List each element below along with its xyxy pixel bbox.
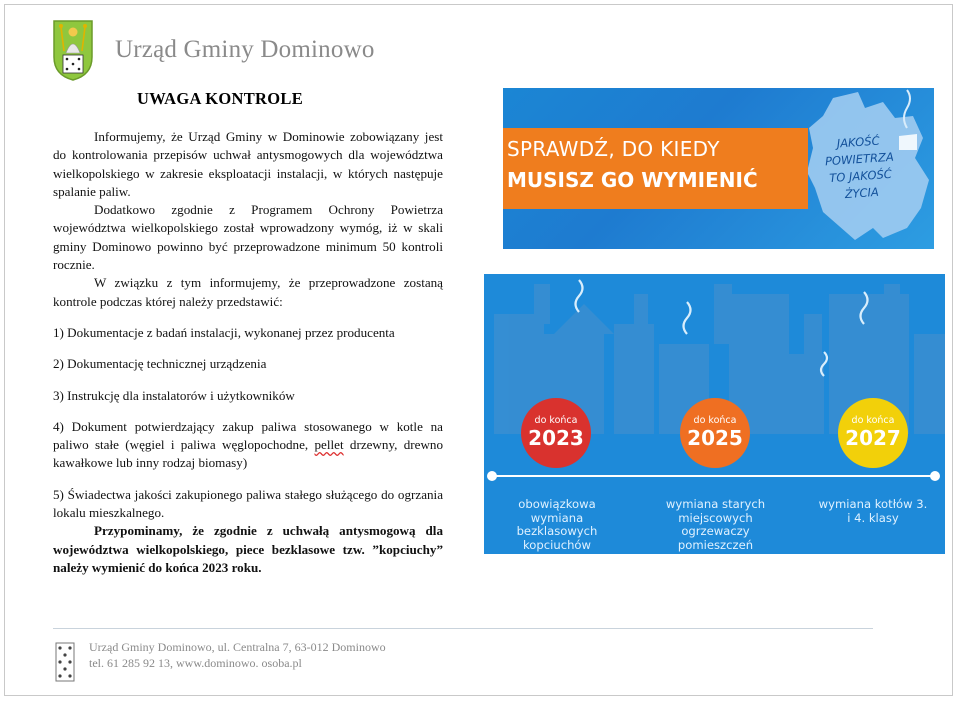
milestone-caption: obowiązkowa wymiana bezklasowych kopciuchów bbox=[516, 497, 598, 553]
list-item: 5) Świadectwa jakości zakupionego paliwa stałego służącego do ogrzania lokalu mieszkalnego. bbox=[53, 486, 443, 521]
map-slogan-line: ŻYCIA bbox=[844, 184, 880, 202]
document-title: UWAGA KONTROLE bbox=[137, 89, 304, 108]
banner-heading: SPRAWDŹ, DO KIEDY bbox=[507, 137, 720, 161]
badge-label: do końca bbox=[693, 415, 737, 426]
badge-label: do końca bbox=[851, 415, 895, 426]
list-item-text: 4) Dokument potwierdzający zakup paliwa stosowanego w kotle na paliwo stałe (węgiel i paliwa węglopochodne, bbox=[53, 418, 443, 453]
milestone-badge-2025 bbox=[680, 398, 750, 468]
footer-address: Urząd Gminy Dominowo, ul. Centralna 7, 63-012 Dominowo bbox=[89, 640, 386, 654]
dice-icon bbox=[55, 642, 75, 682]
milestone-caption: wymiana kotłów 3. i 4. klasy bbox=[818, 497, 928, 525]
map-slogan bbox=[804, 130, 916, 205]
coat-of-arms-icon bbox=[52, 19, 94, 81]
deadline-infographic bbox=[484, 274, 945, 554]
badge-year: 2027 bbox=[845, 426, 901, 450]
reminder-paragraph: Przypominamy, że zgodnie z uchwałą antysmogową dla województwa wielkopolskiego, piece bezklasowe tzw. ”kopciuchy” należy wymienić do końca 2023 roku. bbox=[53, 523, 443, 575]
badge-label: do końca bbox=[534, 415, 578, 426]
list-item: 3) Instrukcję dla instalatorów i użytkowników bbox=[53, 387, 295, 403]
spellcheck-word: pellet bbox=[314, 437, 344, 453]
badge-year: 2023 bbox=[528, 426, 584, 450]
map-slogan-line: POWIETRZA bbox=[824, 149, 895, 169]
badge-year: 2025 bbox=[687, 426, 743, 450]
paragraph: Informujemy, że Urząd Gminy w Dominowie zobowiązany jest do kontrolowania przepisów uchwał antysmogowych dla województwa wielkopolskiego w zakresie eksploatacji instalacji, w których następuje spalanie paliw. bbox=[53, 129, 443, 199]
footer-divider bbox=[53, 628, 873, 629]
map-slogan-line: JAKOŚĆ bbox=[836, 133, 881, 151]
list-item bbox=[53, 418, 443, 473]
paragraph: Dodatkowo zgodnie z Programem Ochrony Powietrza województwa wielkopolskiego został wprowadzony wymóg, iż w skali gminy Dominowo powinno być przeprowadzone minimum 50 kontroli rocznie. bbox=[53, 202, 443, 273]
milestone-caption: wymiana starych miejscowych ogrzewaczy pomieszczeń bbox=[665, 497, 766, 553]
replacement-banner bbox=[503, 88, 934, 249]
milestone-badge-2023 bbox=[521, 398, 591, 468]
paragraph: W związku z tym informujemy, że przeprowadzone zostaną kontrole podczas której należy przedstawić: bbox=[53, 275, 443, 309]
footer-contact bbox=[89, 640, 386, 671]
list-item: 2) Dokumentację technicznej urządzenia bbox=[53, 356, 267, 372]
organization-name: Urząd Gminy Dominowo bbox=[115, 36, 375, 63]
banner-subheading: MUSISZ GO WYMIENIĆ bbox=[507, 168, 758, 192]
footer-phone-web: tel. 61 285 92 13, www.dominowo. osoba.pl bbox=[89, 655, 302, 670]
map-slogan-line: TO JAKOŚĆ bbox=[828, 166, 893, 186]
list-item-text: drzewny, drewno kawałkowe lub inny rodzaj biomasy) bbox=[53, 437, 443, 471]
list-item: 1) Dokumentacje z badań instalacji, wykonanej przez producenta bbox=[53, 324, 395, 340]
letterhead bbox=[52, 17, 375, 83]
milestone-badge-2027 bbox=[838, 398, 908, 468]
document-body bbox=[53, 128, 443, 577]
